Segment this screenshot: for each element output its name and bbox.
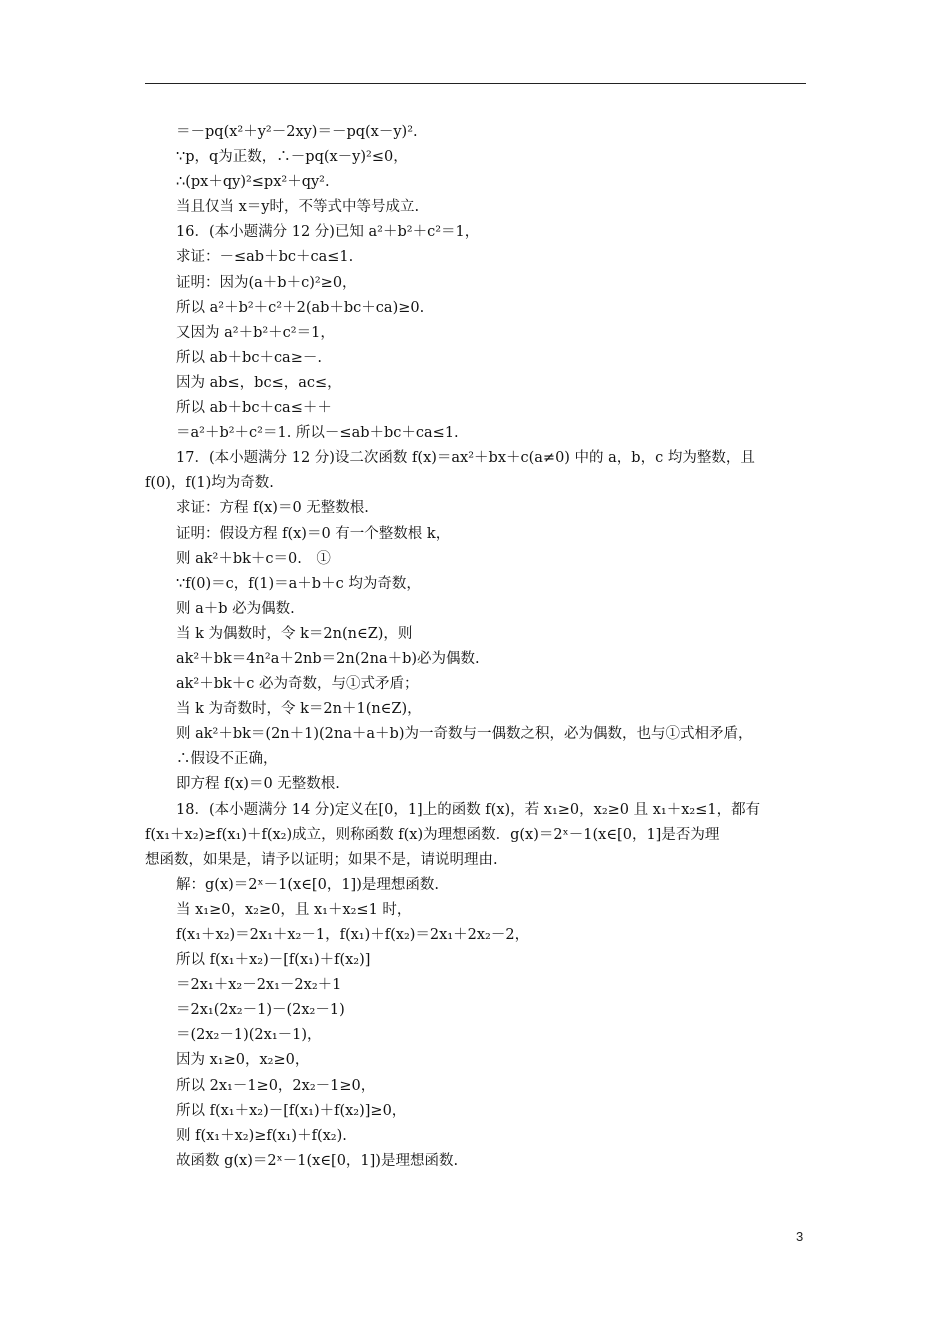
text-line: ∴假设不正确， (176, 751, 278, 768)
text-line: 所以 f(x₁＋x₂)－[f(x₁)＋f(x₂)] (176, 952, 371, 969)
header-rule (145, 83, 806, 84)
text-line: 所以 ab＋bc＋ca≥－. (176, 349, 322, 366)
text-line: 当 k 为奇数时，令 k＝2n＋1(n∈Z)， (176, 701, 422, 718)
text-line: ＝2x₁＋x₂－2x₁－2x₂＋1 (176, 977, 342, 994)
text-line: ∵p，q为正数，∴－pq(x－y)²≤0， (176, 149, 408, 166)
text-line: 想函数，如果是，请予以证明；如果不是，请说明理由. (145, 851, 498, 868)
text-line: f(0)，f(1)均为奇数. (145, 475, 274, 492)
text-line: 16．(本小题满分 12 分)已知 a²＋b²＋c²＝1， (176, 224, 480, 241)
text-line: 因为 x₁≥0，x₂≥0， (176, 1052, 310, 1069)
text-line: 求证：－≤ab＋bc＋ca≤1. (176, 249, 354, 266)
text-line: ＝2x₁(2x₂－1)－(2x₂－1) (176, 1002, 345, 1019)
text-line: ak²＋bk＝4n²a＋2nb＝2n(2na＋b)必为偶数. (176, 650, 480, 667)
text-line: 证明：因为(a＋b＋c)²≥0， (176, 274, 357, 291)
text-line: 所以 a²＋b²＋c²＋2(ab＋bc＋ca)≥0. (176, 299, 425, 316)
text-line: 所以 f(x₁＋x₂)－[f(x₁)＋f(x₂)]≥0， (176, 1102, 407, 1119)
text-line: 17．(本小题满分 12 分)设二次函数 f(x)＝ax²＋bx＋c(a≠0) 中的 a，b，c 均为整数，且 (176, 450, 755, 467)
text-line: ak²＋bk＋c 必为奇数，与①式矛盾； (176, 676, 419, 693)
text-line: 即方程 f(x)＝0 无整数根. (176, 776, 340, 793)
text-line: ＝(2x₂－1)(2x₁－1)， (176, 1027, 322, 1044)
text-line: 证明：假设方程 f(x)＝0 有一个整数根 k， (176, 525, 451, 542)
text-line: ＝a²＋b²＋c²＝1. 所以－≤ab＋bc＋ca≤1. (176, 425, 459, 442)
page-number: 3 (796, 1229, 804, 1244)
text-line: 又因为 a²＋b²＋c²＝1， (176, 324, 335, 341)
text-line: 当 x₁≥0，x₂≥0，且 x₁＋x₂≤1 时， (176, 901, 412, 918)
text-line: 求证：方程 f(x)＝0 无整数根. (176, 500, 369, 517)
text-line: 当且仅当 x＝y时，不等式中等号成立. (176, 199, 420, 216)
text-line: 18．(本小题满分 14 分)定义在[0，1]上的函数 f(x)，若 x₁≥0，x₂≥0 且 x₁＋x₂≤1，都有 (176, 801, 761, 818)
text-line: 则 f(x₁＋x₂)≥f(x₁)＋f(x₂). (176, 1127, 347, 1144)
text-line: ∴(px＋qy)²≤px²＋qy². (176, 174, 330, 191)
text-line: ＝－pq(x²＋y²－2xy)＝－pq(x－y)². (176, 124, 418, 140)
document-body (145, 120, 806, 1174)
text-line: 所以 2x₁－1≥0，2x₂－1≥0， (176, 1077, 376, 1094)
text-line: 则 a＋b 必为偶数. (176, 600, 295, 617)
text-line: 当 k 为偶数时，令 k＝2n(n∈Z)，则 (176, 625, 413, 642)
text-line: 所以 ab＋bc＋ca≤＋＋ (176, 400, 332, 417)
text-line: 则 ak²＋bk＝(2n＋1)(2na＋a＋b)为一奇数与一偶数之积，必为偶数，也与①式相矛盾， (176, 726, 753, 743)
text-line: 因为 ab≤，bc≤，ac≤， (176, 374, 342, 391)
text-line: ∵f(0)＝c，f(1)＝a＋b＋c 均为奇数， (176, 575, 421, 592)
text-line: 解：g(x)＝2ˣ－1(x∈[0，1])是理想函数. (176, 876, 439, 893)
text-line: f(x₁＋x₂)＝2x₁＋x₂－1，f(x₁)＋f(x₂)＝2x₁＋2x₂－2， (176, 927, 530, 943)
text-line: f(x₁＋x₂)≥f(x₁)＋f(x₂)成立，则称函数 f(x)为理想函数．g(x)＝2ˣ－1(x∈[0，1]是否为理 (145, 826, 720, 843)
text-line: 则 ak²＋bk＋c＝0. ① (176, 550, 331, 567)
text-line: 故函数 g(x)＝2ˣ－1(x∈[0，1])是理想函数. (176, 1152, 459, 1169)
